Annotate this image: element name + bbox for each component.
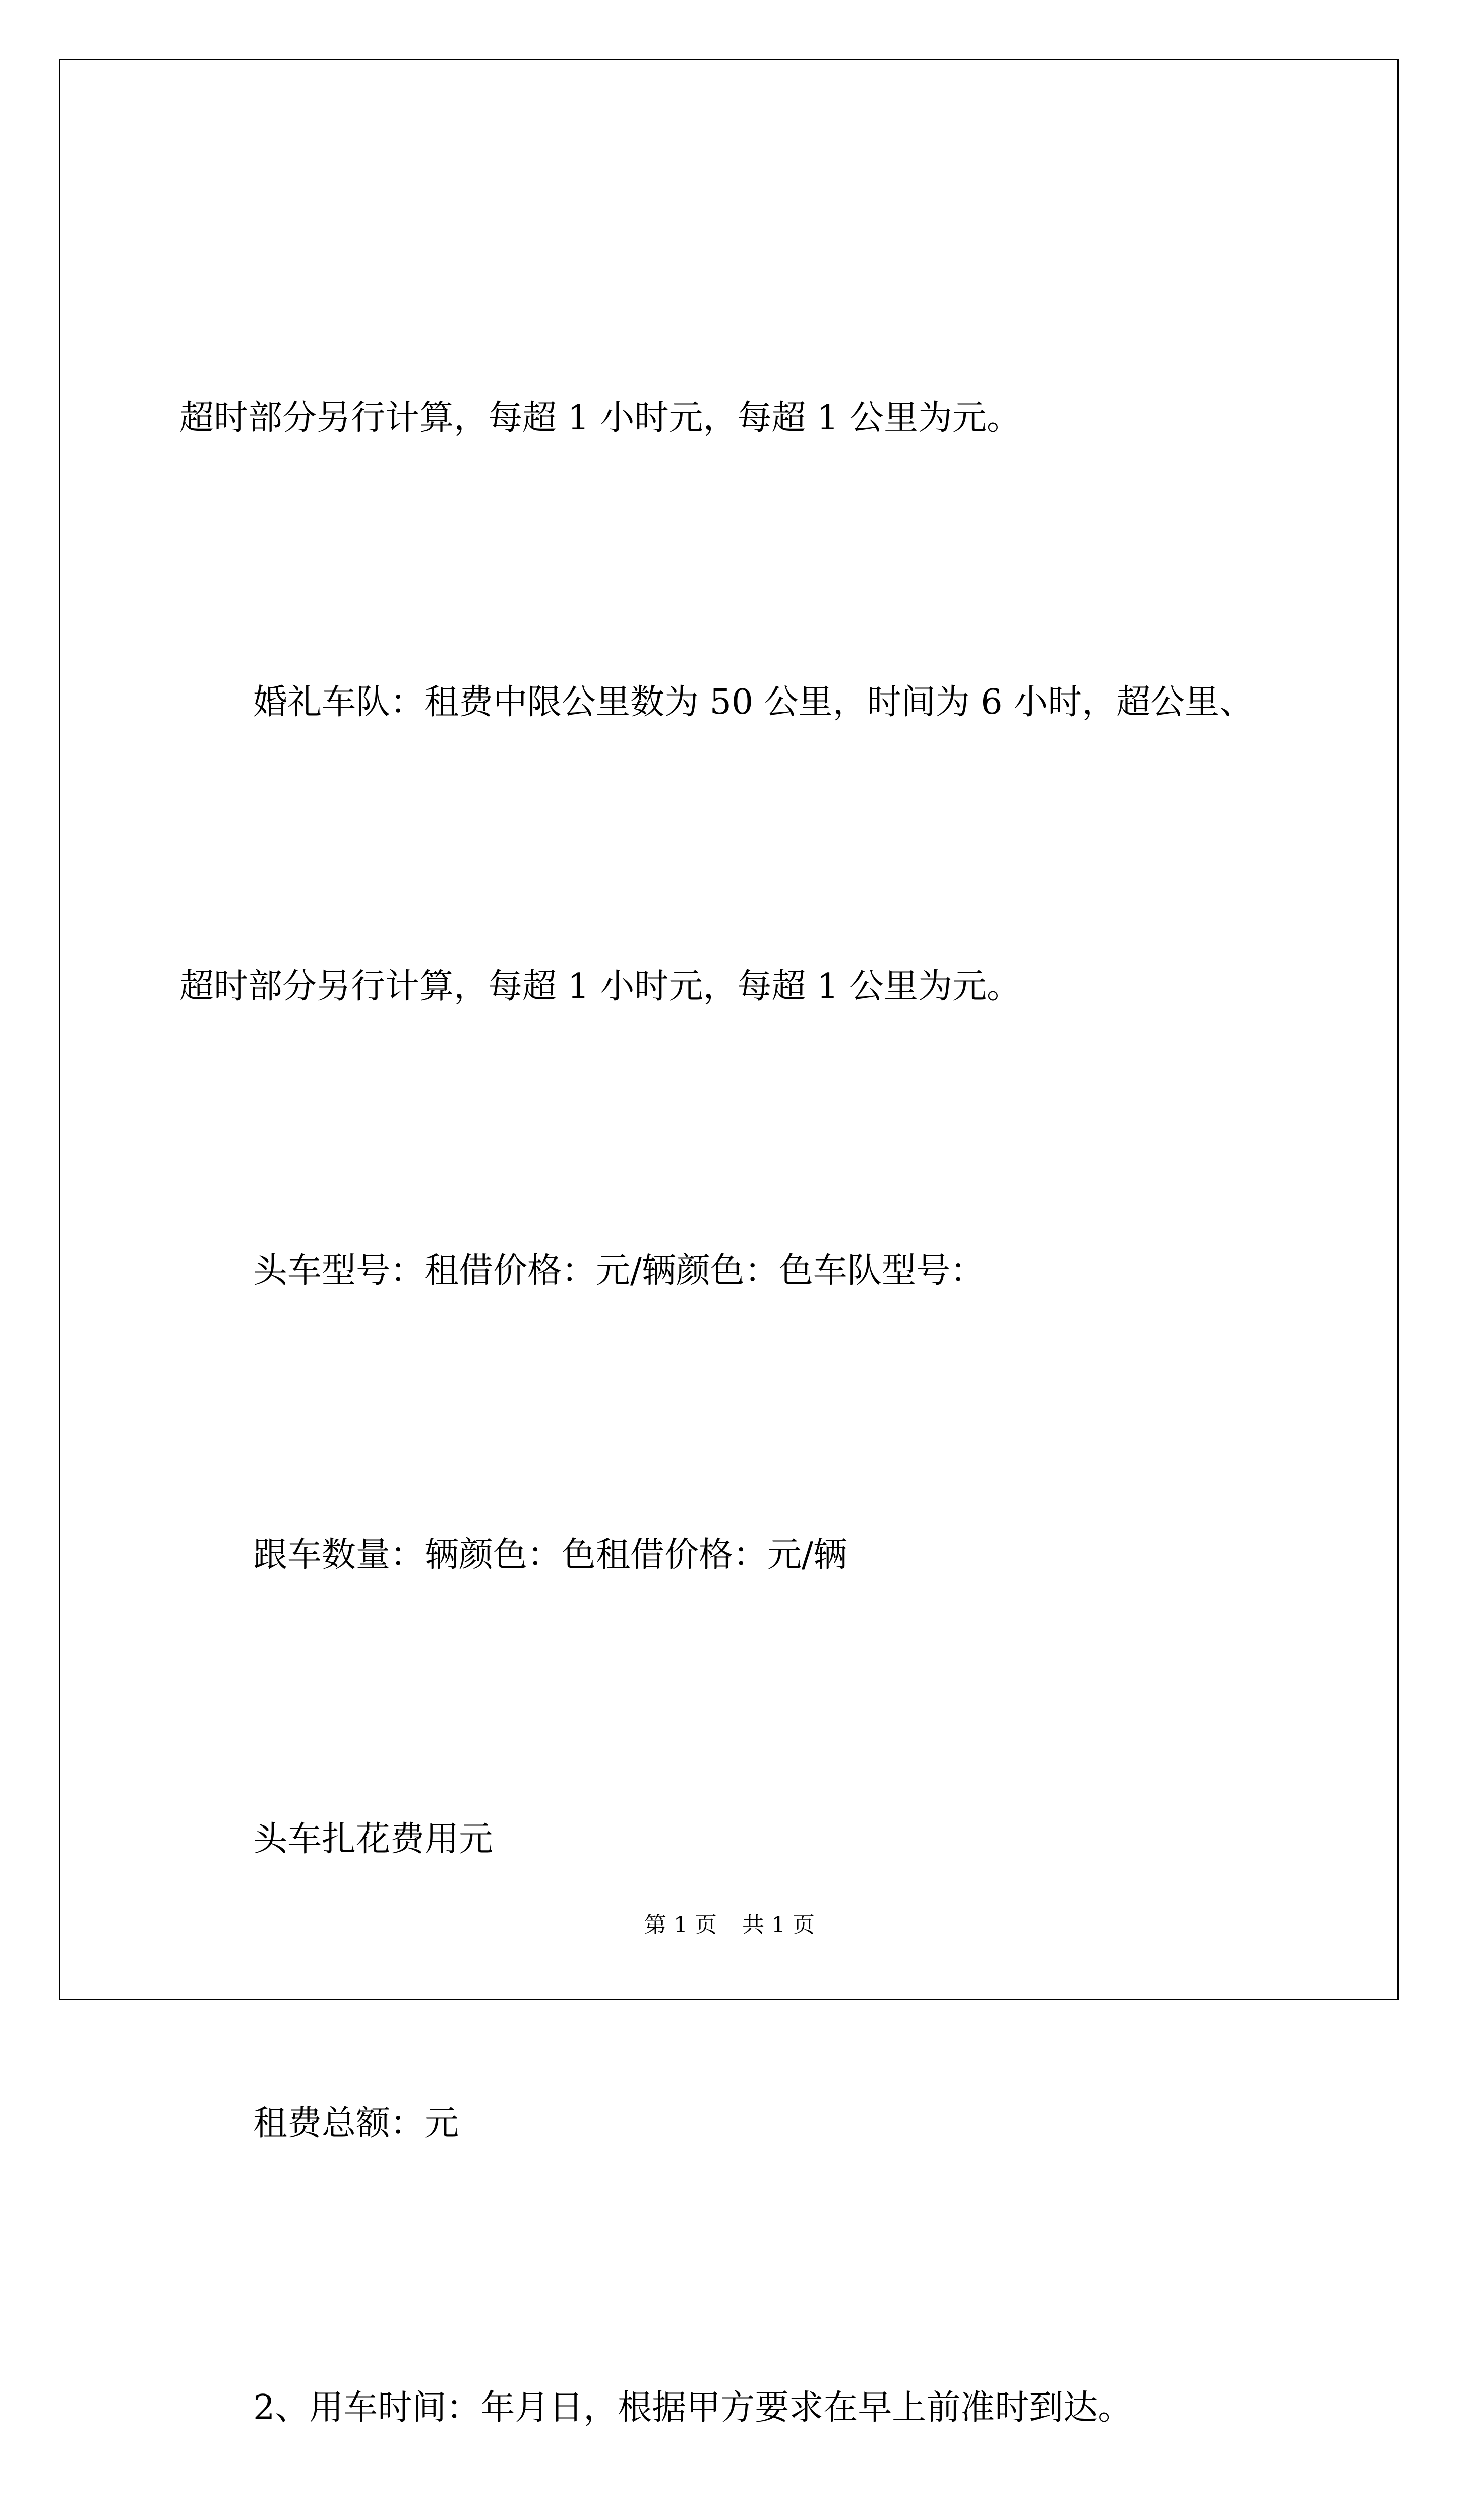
document-body [179,181,1294,2520]
page-footer [0,1910,1459,1940]
page-number: 第 1 页 [644,1912,717,1938]
text-line: 超时部分另行计算，每超 1 小时元，每超 1 公里为元。 [179,398,1021,438]
text-line: 婚礼车队：租费中限公里数为 50 公里，时间为 6 小时，超公里、 [253,682,1254,722]
text-line: 头车型号：租借价格：元/辆颜色：色车队型号： [253,1251,985,1291]
text-line: 跟车数量：辆颜色：色租借价格：元/辆 [253,1535,847,1575]
text-line: 头车扎花费用元 [253,1819,494,1859]
document-text [179,181,1294,2520]
text-line: 租费总额：元 [253,2104,459,2144]
page-count: 共 1 页 [742,1912,815,1938]
text-line: 超时部分另行计算，每超 1 小时元，每超 1 公里为元。 [179,967,1021,1006]
text-line: 2、用车时间：年月日，根据甲方要求在早上前准时到达。 [253,2388,1132,2428]
